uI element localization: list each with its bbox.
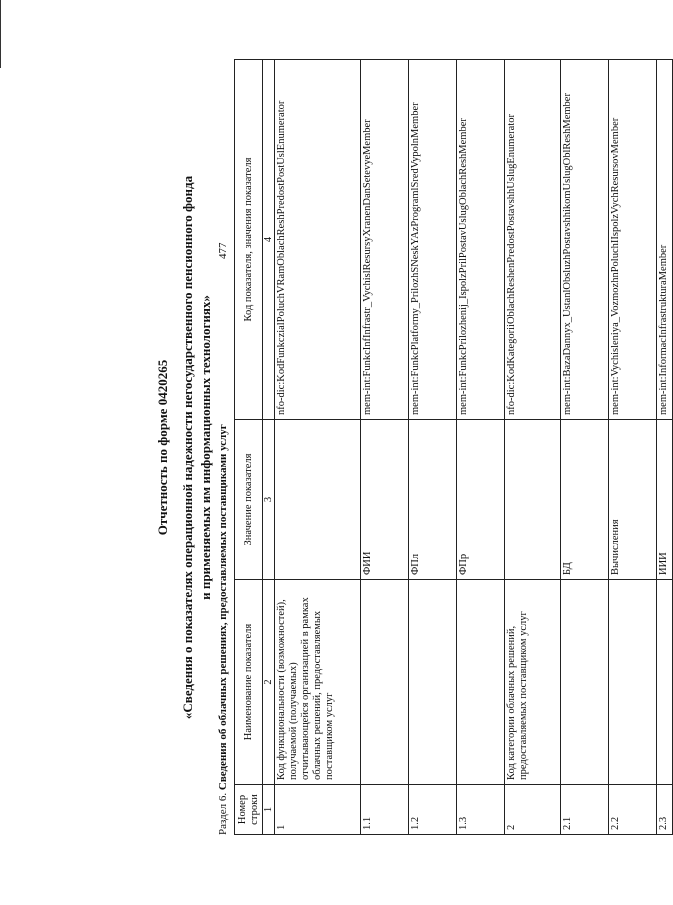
row-number: 1: [275, 785, 361, 835]
table-row: [457, 60, 505, 835]
indicator-name: Код категории облачных решений, предоставляемых поставщиком услуг: [505, 580, 561, 785]
rotated-page: [140, 60, 669, 835]
row-number: 2.1: [561, 785, 609, 835]
table-row: [609, 60, 657, 835]
indicator-name: [409, 580, 457, 785]
indicator-code: mem-int:FunkcInfInfrastr_VychislResursyXranenDanSetevyeMember: [361, 60, 409, 420]
indicator-value: ФИИ: [361, 420, 409, 580]
indicator-name: [457, 580, 505, 785]
indicator-value: ИИИ: [657, 420, 673, 580]
table-row: [275, 60, 361, 835]
col-header-indicator-value: Значение показателя: [235, 420, 263, 580]
column-number: 4: [263, 60, 275, 420]
table-row: [505, 60, 561, 835]
row-number: 1.1: [361, 785, 409, 835]
row-number: 2.2: [609, 785, 657, 835]
indicator-name: [609, 580, 657, 785]
table-row: [361, 60, 409, 835]
indicator-name: [657, 580, 673, 785]
indicator-value: [505, 420, 561, 580]
column-number: 3: [263, 420, 275, 580]
row-number: 1.3: [457, 785, 505, 835]
form-subtitle-line2: и применяемых им информационных технологиях»: [198, 295, 213, 600]
indicator-name: [361, 580, 409, 785]
indicator-code: nfo-dic:KodKategoriiOblachReshenPredostPostavshhUslugEnumerator: [505, 60, 561, 420]
col-header-indicator-code: Код показателя, значения показателя: [235, 60, 263, 420]
indicator-value: ФПл: [409, 420, 457, 580]
column-number: 1: [263, 785, 275, 835]
indicator-code: mem-int:Vychisleniya_VozmozhnPoluchIIspolzVychResursovMember: [609, 60, 657, 420]
col-header-indicator-name: Наименование показателя: [235, 580, 263, 785]
column-number: 2: [263, 580, 275, 785]
indicator-code: mem-int:InformacInfrastrukturaMember: [657, 60, 673, 420]
indicator-code: nfo-dic:KodFunkczialPoluchVRamOblachReshPredostPostUslEnumerator: [275, 60, 361, 420]
table-header-row: [235, 60, 263, 835]
form-subtitle-line1: «Сведения о показателях операционной надежности негосударственного пенсионного фонда: [180, 175, 195, 720]
section-title: Сведения об облачных решениях, предоставляемых поставщиками услуг: [217, 424, 229, 791]
indicator-code: mem-int:FunkcPrilozhenij_IspolzPrilPostavUslugOblachReshMember: [457, 60, 505, 420]
page-number: 477: [217, 242, 229, 259]
row-number: 1.2: [409, 785, 457, 835]
indicator-code: mem-int:FunkcPlatformy_PrilozhSNeskYAzProgramlSredVypolnMember: [409, 60, 457, 420]
section-heading: [217, 424, 229, 835]
section-prefix: Раздел 6.: [217, 792, 229, 835]
col-header-row-number: Номер строки: [235, 785, 263, 835]
table-row: [657, 60, 673, 835]
indicator-value: ФПр: [457, 420, 505, 580]
table-row: [409, 60, 457, 835]
indicator-name: Код функциональности (возможностей), получаемой (получаемых) отчитывающейся организацией в рамках облачных решений, предоставляемых поставщиком услуг: [275, 580, 361, 785]
table-row: [561, 60, 609, 835]
row-number: 2.3: [657, 785, 673, 835]
indicator-code: mem-int:BazaDannyx_UstanlObsluzhPostavshhikomUslugOblReshMember: [561, 60, 609, 420]
indicators-table: [234, 59, 673, 835]
indicator-value: Вычисления: [609, 420, 657, 580]
indicator-value: [275, 420, 361, 580]
column-number-row: [263, 60, 275, 835]
indicator-name: [561, 580, 609, 785]
page-edge-line: [0, 0, 1, 68]
form-title: Отчетность по форме 0420265: [155, 359, 170, 536]
indicator-value: БД: [561, 420, 609, 580]
row-number: 2: [505, 785, 561, 835]
